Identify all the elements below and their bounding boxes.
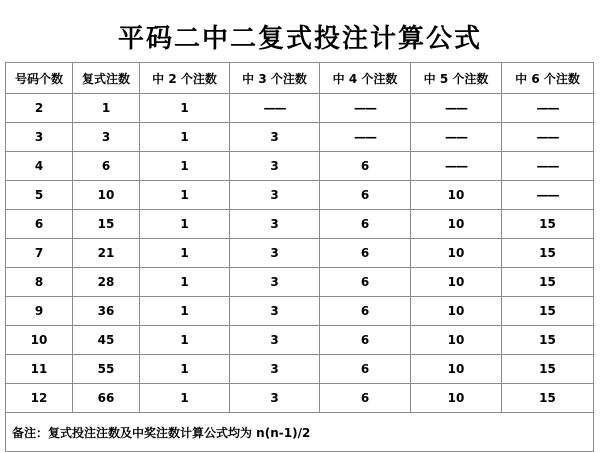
table-body [6, 94, 594, 413]
table-cell: 8 [6, 268, 73, 297]
header-cell-combo-bets: 复式注数 [73, 63, 140, 94]
table-cell: —— [230, 94, 320, 123]
table-cell: 10 [411, 326, 502, 355]
table-cell: 15 [502, 210, 594, 239]
table-cell: 4 [6, 152, 73, 181]
table-cell: 10 [411, 355, 502, 384]
table-cell: 1 [140, 268, 230, 297]
table-cell: 15 [502, 297, 594, 326]
table-cell: 28 [73, 268, 140, 297]
table-cell: 10 [411, 297, 502, 326]
table-cell: 6 [6, 210, 73, 239]
header-cell-hit-3: 中 3 个注数 [230, 63, 320, 94]
note-text: 备注：复式投注注数及中奖注数计算公式均为 n(n-1)/2 [6, 413, 594, 452]
table-cell: 10 [411, 384, 502, 413]
table-cell: 6 [320, 355, 411, 384]
table-cell: 3 [6, 123, 73, 152]
table-cell: 10 [73, 181, 140, 210]
table-cell: 1 [140, 123, 230, 152]
table-cell: 6 [320, 181, 411, 210]
table-cell: 1 [140, 239, 230, 268]
table-row [6, 355, 594, 384]
table-cell: 6 [320, 268, 411, 297]
header-cell-hit-6: 中 6 个注数 [502, 63, 594, 94]
table-cell: 1 [140, 355, 230, 384]
table-row [6, 268, 594, 297]
table-row [6, 181, 594, 210]
table-row [6, 123, 594, 152]
table-cell: —— [411, 152, 502, 181]
table-cell: 15 [502, 239, 594, 268]
table-row [6, 239, 594, 268]
table-cell: —— [411, 94, 502, 123]
header-cell-hit-4: 中 4 个注数 [320, 63, 411, 94]
table-cell: 15 [502, 384, 594, 413]
table-cell: 10 [6, 326, 73, 355]
table-cell: 21 [73, 239, 140, 268]
table-cell: 1 [73, 94, 140, 123]
table-cell: 3 [230, 239, 320, 268]
table-cell: —— [502, 94, 594, 123]
table-cell: 15 [502, 268, 594, 297]
table-cell: —— [320, 94, 411, 123]
table-cell: —— [502, 123, 594, 152]
table-cell: —— [502, 181, 594, 210]
table-cell: 15 [73, 210, 140, 239]
table-cell: 45 [73, 326, 140, 355]
table-cell: 1 [140, 297, 230, 326]
formula-table [5, 62, 594, 452]
table-cell: 5 [6, 181, 73, 210]
table-cell: 3 [230, 297, 320, 326]
table-cell: 36 [73, 297, 140, 326]
table-cell: —— [320, 123, 411, 152]
table-cell: 6 [320, 210, 411, 239]
table-cell: 55 [73, 355, 140, 384]
table-cell: 66 [73, 384, 140, 413]
table-cell: 1 [140, 326, 230, 355]
table-row [6, 297, 594, 326]
table-cell: 1 [140, 152, 230, 181]
table-cell: 10 [411, 210, 502, 239]
table-cell: 15 [502, 326, 594, 355]
table-cell: 3 [230, 355, 320, 384]
table-cell: 6 [320, 152, 411, 181]
table-cell: 10 [411, 268, 502, 297]
table-cell: —— [502, 152, 594, 181]
table-cell: 7 [6, 239, 73, 268]
table-cell: 3 [230, 268, 320, 297]
table-cell: 1 [140, 94, 230, 123]
table-cell: 1 [140, 181, 230, 210]
page-title: 平码二中二复式投注计算公式 [117, 24, 482, 54]
table-row [6, 210, 594, 239]
table-cell: 3 [230, 210, 320, 239]
table-cell: 12 [6, 384, 73, 413]
table-cell: 6 [320, 297, 411, 326]
table-cell: 15 [502, 355, 594, 384]
table-cell: 6 [73, 152, 140, 181]
table-cell: 1 [140, 210, 230, 239]
table-cell: —— [411, 123, 502, 152]
table-cell: 3 [230, 384, 320, 413]
table-cell: 3 [230, 123, 320, 152]
table-cell: 6 [320, 326, 411, 355]
table-cell: 1 [140, 384, 230, 413]
header-cell-hit-5: 中 5 个注数 [411, 63, 502, 94]
table-row [6, 384, 594, 413]
table-row [6, 152, 594, 181]
table-cell: 3 [230, 152, 320, 181]
table-cell: 9 [6, 297, 73, 326]
note-row [6, 413, 594, 452]
header-row [6, 63, 594, 94]
table-row [6, 326, 594, 355]
table-cell: 3 [230, 181, 320, 210]
table-cell: 10 [411, 181, 502, 210]
table-cell: 3 [73, 123, 140, 152]
table-row [6, 94, 594, 123]
table-cell: 6 [320, 239, 411, 268]
table-cell: 11 [6, 355, 73, 384]
header-cell-hit-2: 中 2 个注数 [140, 63, 230, 94]
table-cell: 3 [230, 326, 320, 355]
header-cell-number-count: 号码个数 [6, 63, 73, 94]
table-cell: 2 [6, 94, 73, 123]
table-cell: 6 [320, 384, 411, 413]
table-cell: 10 [411, 239, 502, 268]
